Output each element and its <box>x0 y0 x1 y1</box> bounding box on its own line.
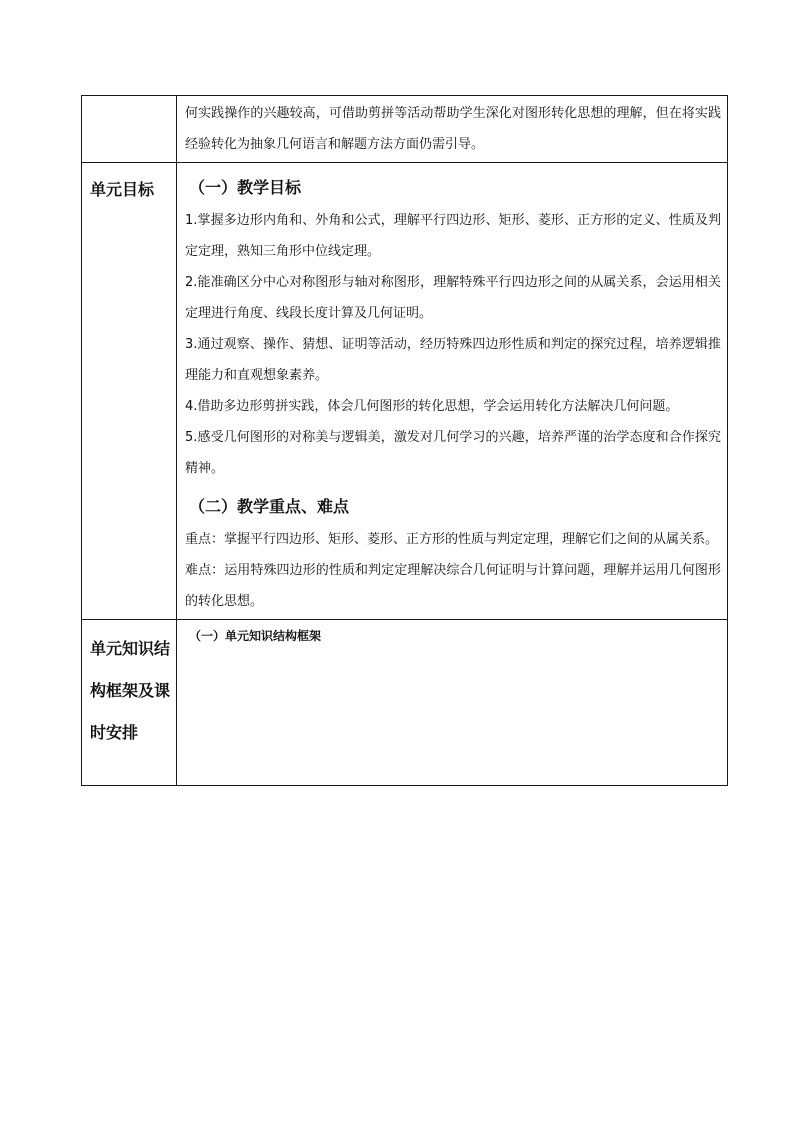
goals-row <box>82 163 728 620</box>
teaching-goals-heading: （一）教学目标 <box>189 178 302 197</box>
framework-heading: （一）单元知识结构框架 <box>189 629 322 643</box>
difficulty-paragraph: 难点：运用特殊四边形的性质和判定定理解决综合几何证明与计算问题，理解并运用几何图形的转化思想。 <box>185 563 721 609</box>
intro-row <box>82 96 728 163</box>
framework-label: 单元知识结构框架及课时安排 <box>90 639 171 742</box>
goal-item-2: 2.能准确区分中心对称图形与轴对称图形，理解特殊平行四边形之间的从属关系，会运用相关定理进行角度、线段长度计算及几何证明。 <box>185 275 721 321</box>
goal-item-5: 5.感受几何图形的对称美与逻辑美，激发对几何学习的兴趣，培养严谨的治学态度和合作探究精神。 <box>185 430 721 476</box>
framework-content-cell <box>177 620 728 786</box>
intro-label-cell <box>82 96 177 163</box>
framework-row <box>82 620 728 786</box>
goal-item-4: 4.借助多边形剪拼实践，体会几何图形的转化思想，学会运用转化方法解决几何问题。 <box>185 399 679 414</box>
goals-label: 单元目标 <box>90 180 155 199</box>
goals-label-cell <box>82 163 177 620</box>
goal-item-3: 3.通过观察、操作、猜想、证明等活动，经历特殊四边形性质和判定的探究过程，培养逻辑推理能力和直观想象素养。 <box>185 337 721 383</box>
intro-paragraph: 何实践操作的兴趣较高，可借助剪拼等活动帮助学生深化对图形转化思想的理解，但在将实践经验转化为抽象几何语言和解题方法方面仍需引导。 <box>185 106 721 152</box>
intro-content-cell <box>177 96 728 163</box>
teaching-goals-list <box>177 205 727 484</box>
key-point-paragraph: 重点：掌握平行四边形、矩形、菱形、正方形的性质与判定定理，理解它们之间的从属关系。 <box>185 532 719 547</box>
framework-label-cell <box>82 620 177 786</box>
key-points-heading: （二）教学重点、难点 <box>189 497 350 516</box>
unit-plan-table <box>81 95 728 786</box>
goal-item-1: 1.掌握多边形内角和、外角和公式，理解平行四边形、矩形、菱形、正方形的定义、性质及判定定理，熟知三角形中位线定理。 <box>185 213 721 259</box>
goals-content-cell <box>177 163 728 620</box>
key-points-list <box>177 524 727 617</box>
